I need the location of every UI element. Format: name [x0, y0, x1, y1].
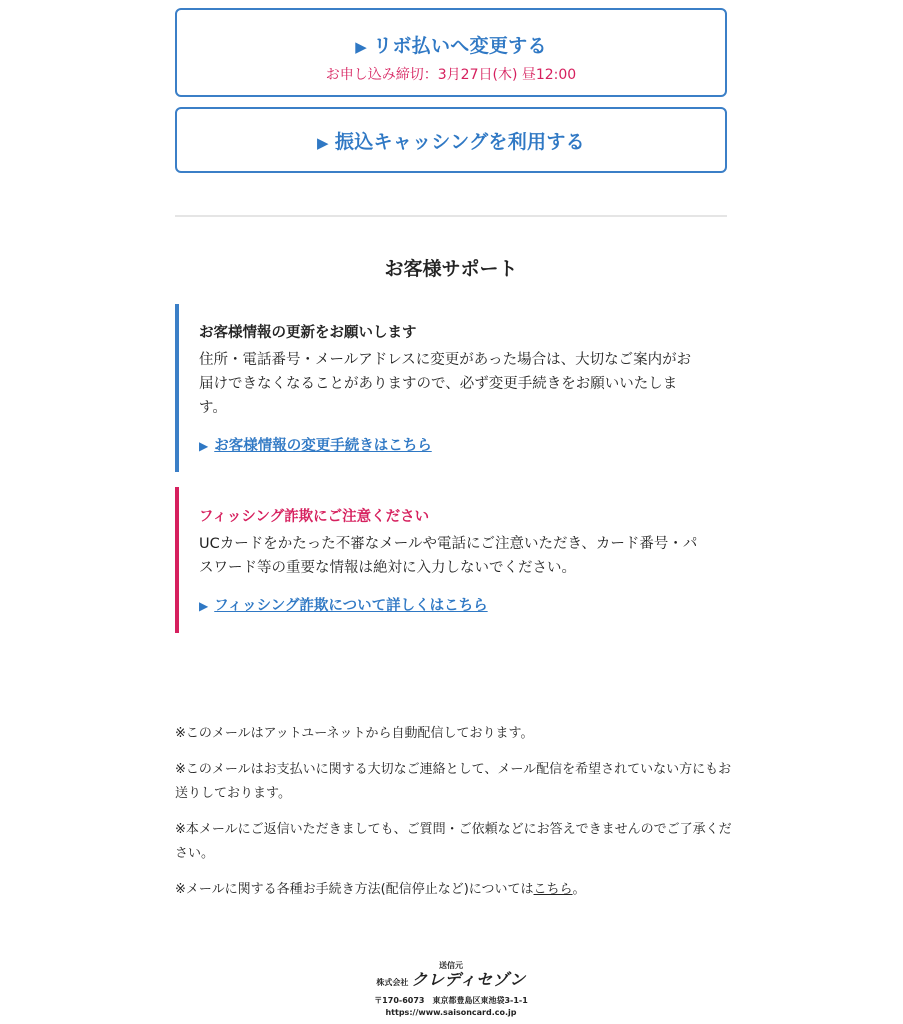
- info-update-body: 住所・電話番号・メールアドレスに変更があった場合は、大切なご案内がお届けできなくなることがありますので、必ず変更手続きをお願いいたします。: [199, 352, 692, 416]
- company-name: クレディセゾン: [411, 970, 526, 989]
- sender-block: [351, 960, 551, 1018]
- info-update-notice: [175, 304, 727, 472]
- footer-note-procedures: [175, 878, 735, 902]
- use-transfer-cashing-text: 振込キャッシングを利用する: [334, 131, 585, 153]
- use-transfer-cashing-label: [177, 127, 725, 154]
- footer-note-auto-delivery: ※このメールはアットユーネットから自動配信しております。: [175, 726, 534, 741]
- procedure-link[interactable]: こちら: [533, 882, 573, 897]
- footer-note-no-reply: ※本メールにご返信いただきましても、ご質問・ご依頼などにお答えできませんのでご了承ください。: [175, 822, 732, 861]
- play-triangle-icon: ▶: [355, 38, 368, 56]
- change-to-revolving-label: [177, 31, 725, 58]
- application-deadline: お申し込み締切：3月27日(木) 昼12:00: [325, 67, 577, 83]
- procedure-suffix: 。: [572, 882, 586, 897]
- phishing-details-link-text: フィッシング詐欺について詳しくはこちら: [214, 598, 488, 614]
- footer-note-important-notice: ※このメールはお支払いに関する大切なご連絡として、メール配信を希望されていない方にもお送りしております。: [175, 762, 732, 801]
- play-triangle-icon: ▶: [199, 439, 209, 453]
- change-to-revolving-text: リボ払いへ変更する: [373, 35, 547, 57]
- info-update-link[interactable]: [199, 434, 432, 455]
- corp-type: 株式会社: [376, 978, 409, 987]
- change-to-revolving-button[interactable]: [175, 8, 727, 97]
- procedure-text: ※メールに関する各種お手続き方法(配信停止など)については: [175, 882, 534, 897]
- company-logo: [351, 971, 551, 992]
- phishing-details-link[interactable]: [199, 594, 488, 615]
- phishing-warning-heading: フィッシング詐欺にご注意ください: [199, 509, 430, 525]
- info-update-heading: お客様情報の更新をお願いします: [199, 325, 417, 341]
- use-transfer-cashing-button[interactable]: [175, 107, 727, 173]
- customer-support-title: お客様サポート: [384, 258, 518, 280]
- info-update-link-text: お客様情報の変更手続きはこちら: [214, 438, 432, 454]
- section-divider: [175, 215, 727, 217]
- phishing-warning-notice: [175, 487, 727, 633]
- phishing-warning-body: UCカードをかたった不審なメールや電話にご注意いただき、カード番号・パスワード等の重要な情報は絶対に入力しないでください。: [199, 536, 698, 576]
- company-url: https://www.saisoncard.co.jp: [385, 1008, 517, 1017]
- footer-notes: [175, 722, 735, 914]
- play-triangle-icon: ▶: [317, 134, 329, 152]
- play-triangle-icon: ▶: [199, 599, 209, 613]
- sender-label: 送信元: [439, 961, 463, 970]
- company-address: 〒170-6073 東京都豊島区東池袋3-1-1: [374, 996, 528, 1005]
